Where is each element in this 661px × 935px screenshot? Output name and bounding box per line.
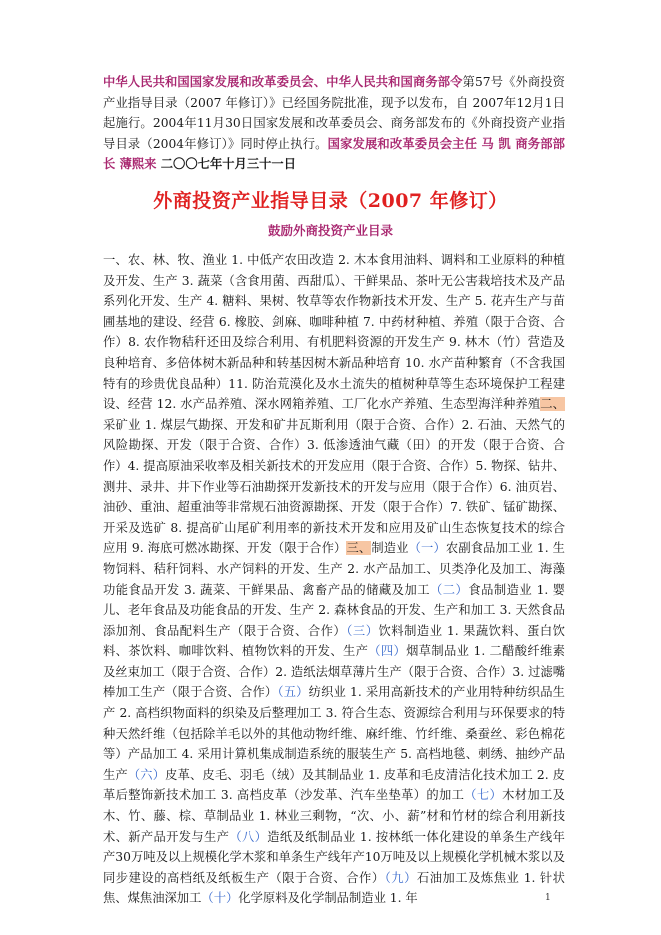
- body-text: 农副食品加工业 1. 生物饲料、秸秆饲料、水产饲料的开发、生产 2. 水产品加工、贝类净化及加工、海藻功能食品开发 3. 蔬菜、干鲜果品、禽畜产品的储藏及加工: [103, 541, 565, 597]
- subsection-marker: （三）: [346, 623, 379, 638]
- body-text: 石油加工及炼焦业 1. 针状焦、煤焦油深加工: [103, 870, 565, 906]
- subsection-marker: （六）: [127, 767, 166, 782]
- section-subtitle: 鼓励外商投资产业目录: [267, 223, 393, 238]
- body-text: 一、农、林、牧、渔业 1. 中低产农田改造 2. 木本食用油料、调料和工业原料的种植及开发、生产 3. 蔬菜（含食用菌、西甜瓜）、干鲜果品、茶叶无公害栽培技术及产品系列化开发、生产 4. 糖料、果树、牧草等农作物新技术开发、生产 5. 花卉生产与苗圃基地的建设、经营 6. 橡胶、剑麻、咖啡种植 7. 中药材种植、养殖（限于合资、合作）8. 农作物秸秆还田及综合利用、有机肥料资源的开发生产 9. 林木（竹）营造及良种培育、多倍体树木新品种和转基因树木新品种培育 10. 水产苗种繁育（不含我国特有的珍贵优良品种）11. 防治荒漠化及水土流失的植树种草等生态环境保护工程建设、经营 12. 水产品养殖、深水网箱养殖、工厂化水产养殖、生态型海洋种养殖: [103, 253, 565, 412]
- subsection-marker: （五）: [277, 685, 309, 700]
- decree-text: 第57号《外商投资产业指导目录（2007 年修订）》已经国务院批准，现予以发布，自 2007年12月1日起施行。2004年11月30日国家发展和改革委员会、商务部发布的《外商投资产业指导目录（2004年修订）》同时停止执行。: [103, 75, 565, 151]
- decree-intro: [103, 72, 565, 175]
- body-text: 烟草制品业 1. 二醋酸纤维素及丝束加工（限于合资、合作）2. 造纸法烟草薄片生产（限于合资、合作）3. 过滤嘴棒加工生产（限于合资、合作）: [103, 644, 565, 700]
- section-number-3: 三、: [346, 541, 372, 556]
- body-text: 采矿业 1. 煤层气勘探、开发和矿井瓦斯利用（限于合资、合作）2. 石油、天然气的风险勘探、开发（限于合资、合作）3. 低渗透油气藏（田）的开发（限于合资、合作）4. 提高原油采收率及相关新技术的开发应用（限于合资、合作）5. 物探、钻井、测井、录井、井下作业等石油勘探开发新技术的开发与应用（限于合作）6. 油页岩、油砂、重油、超重油等非常规石油资源勘探、开发（限于合作）7. 铁矿、锰矿勘探、开采及选矿 8. 提高矿山尾矿利用率的新技术开发和应用及矿山生态恢复技术的综合应用 9. 海底可燃冰勘探、开发（限于合作）: [103, 417, 565, 556]
- body-text: 皮革、皮毛、羽毛（绒）及其制品业 1. 皮革和毛皮清洁化技术加工 2. 皮革后整饰新技术加工 3. 高档皮革（沙发革、汽车坐垫革）的加工: [103, 767, 565, 803]
- subsection-marker: （一）: [408, 541, 446, 556]
- subsection-marker: （十）: [201, 891, 239, 906]
- subsection-marker: （九）: [384, 870, 417, 885]
- body-text: 造纸及纸制品业 1. 按林纸一体化建设的单条生产线年产30万吨及以上规模化学木浆和单条生产线年产10万吨及以上规模化学机械木浆以及同步建设的高档纸及纸板生产（限于合资、合作）: [103, 829, 565, 885]
- body-text: 食品制造业 1. 婴儿、老年食品及功能食品的开发、生产 2. 森林食品的开发、生产和加工 3. 天然食品添加剂、食品配料生产（限于合资、合作）: [103, 582, 565, 638]
- decree-date: 二〇〇七年十月三十一日: [160, 156, 297, 171]
- body-text: 饮料制造业 1. 果蔬饮料、蛋白饮料、茶饮料、咖啡饮料、植物饮料的开发、生产: [103, 623, 565, 659]
- subsection-marker: （八）: [229, 829, 268, 844]
- subsection-marker: （四）: [368, 644, 407, 659]
- body-text: 木材加工及木、竹、藤、棕、草制品业 1. 林业三剩物，“次、小、薪”材和竹材的综合利用新技术、新产品开发与生产: [103, 788, 565, 844]
- body-text: 化学原料及化学制品制造业 1. 年: [238, 891, 418, 906]
- page-number: 1: [545, 893, 551, 903]
- section-number-2: 二、: [540, 397, 565, 412]
- subsection-marker: （二）: [430, 582, 469, 597]
- body-text: 纺织业 1. 采用高新技术的产业用特种纺织品生产 2. 高档织物面料的织染及后整理加工 3. 符合生态、资源综合利用与环保要求的特种天然纤维（包括除羊毛以外的其他动物纤维、麻纤维、竹纤维、桑蚕丝、彩色棉花等）产品加工 4. 采用计算机集成制造系统的服装生产 5. 高档地毯、刺绣、抽纱产品生产: [103, 685, 565, 782]
- document-title: 外商投资产业指导目录（2007 年修订）: [153, 190, 508, 212]
- catalog-body: [103, 250, 565, 909]
- body-text: 制造业: [371, 541, 409, 556]
- subsection-marker: （七）: [464, 788, 503, 803]
- decree-signatories: 国家发展和改革委员会主任 马 凯 商务部部长 薄熙来: [103, 135, 565, 171]
- decree-issuer: 中华人民共和国国家发展和改革委员会、中华人民共和国商务部令: [103, 74, 463, 89]
